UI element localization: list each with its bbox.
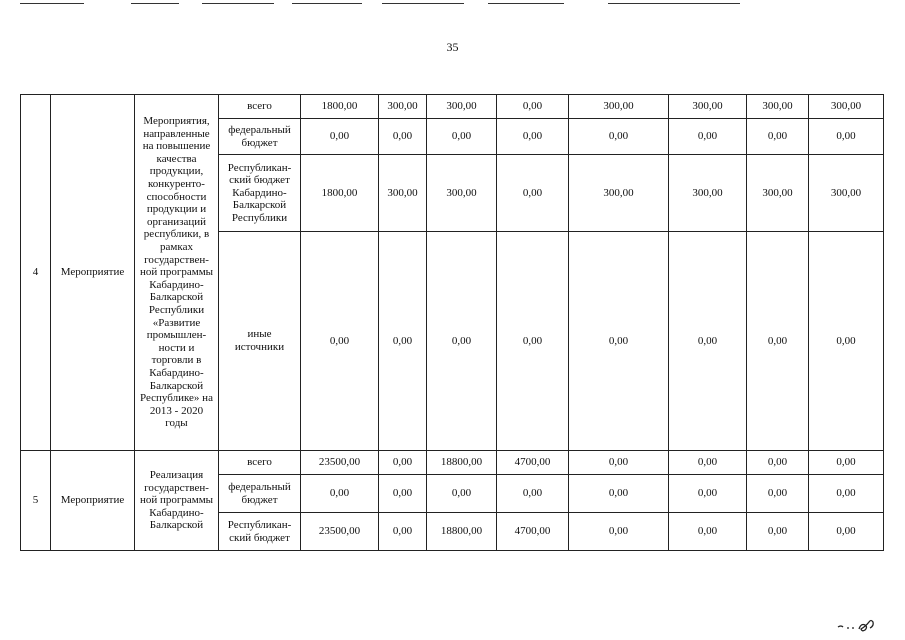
value-cell: 300,00	[809, 95, 884, 119]
value-cell: 0,00	[569, 119, 669, 155]
top-rule-2	[131, 3, 179, 4]
top-rule-6	[488, 3, 564, 4]
value-cell: 0,00	[379, 119, 427, 155]
source-label: Республикан-ский бюджет	[219, 513, 301, 551]
top-rule-4	[292, 3, 362, 4]
value-cell: 0,00	[497, 155, 569, 232]
value-cell: 300,00	[809, 155, 884, 232]
value-cell: 300,00	[747, 95, 809, 119]
value-cell: 4700,00	[497, 451, 569, 475]
handwritten-mark	[836, 618, 886, 634]
value-cell: 0,00	[497, 119, 569, 155]
budget-table	[20, 94, 884, 551]
value-cell: 0,00	[747, 119, 809, 155]
value-cell: 0,00	[427, 119, 497, 155]
row-number: 5	[21, 451, 51, 551]
value-cell: 0,00	[809, 513, 884, 551]
value-cell: 0,00	[379, 475, 427, 513]
value-cell: 0,00	[669, 451, 747, 475]
top-rule-5	[382, 3, 464, 4]
value-cell: 4700,00	[497, 513, 569, 551]
value-cell: 0,00	[427, 475, 497, 513]
source-label: федеральный бюджет	[219, 119, 301, 155]
value-cell: 0,00	[669, 513, 747, 551]
value-cell: 300,00	[669, 155, 747, 232]
value-cell: 0,00	[569, 475, 669, 513]
source-label: Республикан-ский бюджет Кабардино-Балкарской Республики	[219, 155, 301, 232]
value-cell: 0,00	[669, 232, 747, 451]
row-type: Мероприятие	[51, 451, 135, 551]
value-cell: 0,00	[747, 232, 809, 451]
value-cell: 0,00	[569, 232, 669, 451]
value-cell: 0,00	[747, 451, 809, 475]
top-rule-3	[202, 3, 274, 4]
value-cell: 18800,00	[427, 513, 497, 551]
value-cell: 300,00	[669, 95, 747, 119]
value-cell: 0,00	[809, 232, 884, 451]
value-cell: 300,00	[379, 95, 427, 119]
value-cell: 0,00	[809, 119, 884, 155]
value-cell: 300,00	[379, 155, 427, 232]
value-cell: 0,00	[497, 232, 569, 451]
value-cell: 0,00	[669, 475, 747, 513]
value-cell: 300,00	[427, 155, 497, 232]
value-cell: 0,00	[569, 451, 669, 475]
value-cell: 1800,00	[301, 155, 379, 232]
source-label: иные источники	[219, 232, 301, 451]
value-cell: 0,00	[427, 232, 497, 451]
source-label: всего	[219, 451, 301, 475]
row-number: 4	[21, 95, 51, 451]
page-number: 35	[446, 40, 459, 54]
value-cell: 0,00	[497, 475, 569, 513]
row-description: Реализация государствен-ной программы Кабардино-Балкарской	[135, 451, 219, 551]
table-row	[21, 451, 884, 475]
value-cell: 0,00	[809, 475, 884, 513]
value-cell: 0,00	[669, 119, 747, 155]
value-cell: 0,00	[379, 232, 427, 451]
value-cell: 0,00	[379, 513, 427, 551]
value-cell: 0,00	[301, 119, 379, 155]
value-cell: 0,00	[379, 451, 427, 475]
row-type: Мероприятие	[51, 95, 135, 451]
top-rule-7	[608, 3, 740, 4]
value-cell: 300,00	[569, 155, 669, 232]
value-cell: 300,00	[569, 95, 669, 119]
value-cell: 0,00	[747, 513, 809, 551]
value-cell: 23500,00	[301, 451, 379, 475]
value-cell: 0,00	[747, 475, 809, 513]
table-row	[21, 95, 884, 119]
value-cell: 300,00	[427, 95, 497, 119]
value-cell: 0,00	[301, 475, 379, 513]
source-label: всего	[219, 95, 301, 119]
value-cell: 1800,00	[301, 95, 379, 119]
value-cell: 23500,00	[301, 513, 379, 551]
source-label: федеральный бюджет	[219, 475, 301, 513]
value-cell: 18800,00	[427, 451, 497, 475]
value-cell: 0,00	[569, 513, 669, 551]
value-cell: 300,00	[747, 155, 809, 232]
top-rule-1	[20, 3, 84, 4]
value-cell: 0,00	[809, 451, 884, 475]
row-description: Мероприятия, направленные на повышение качества продукции, конкуренто-способности продукции и организаций республики, в рамках государствен-ной программы Кабардино-Балкарской Республики «Развитие промышлен-ности и торговли в Кабардино-Балкарской Республике» на 2013 - 2020 годы	[135, 95, 219, 451]
value-cell: 0,00	[301, 232, 379, 451]
value-cell: 0,00	[497, 95, 569, 119]
